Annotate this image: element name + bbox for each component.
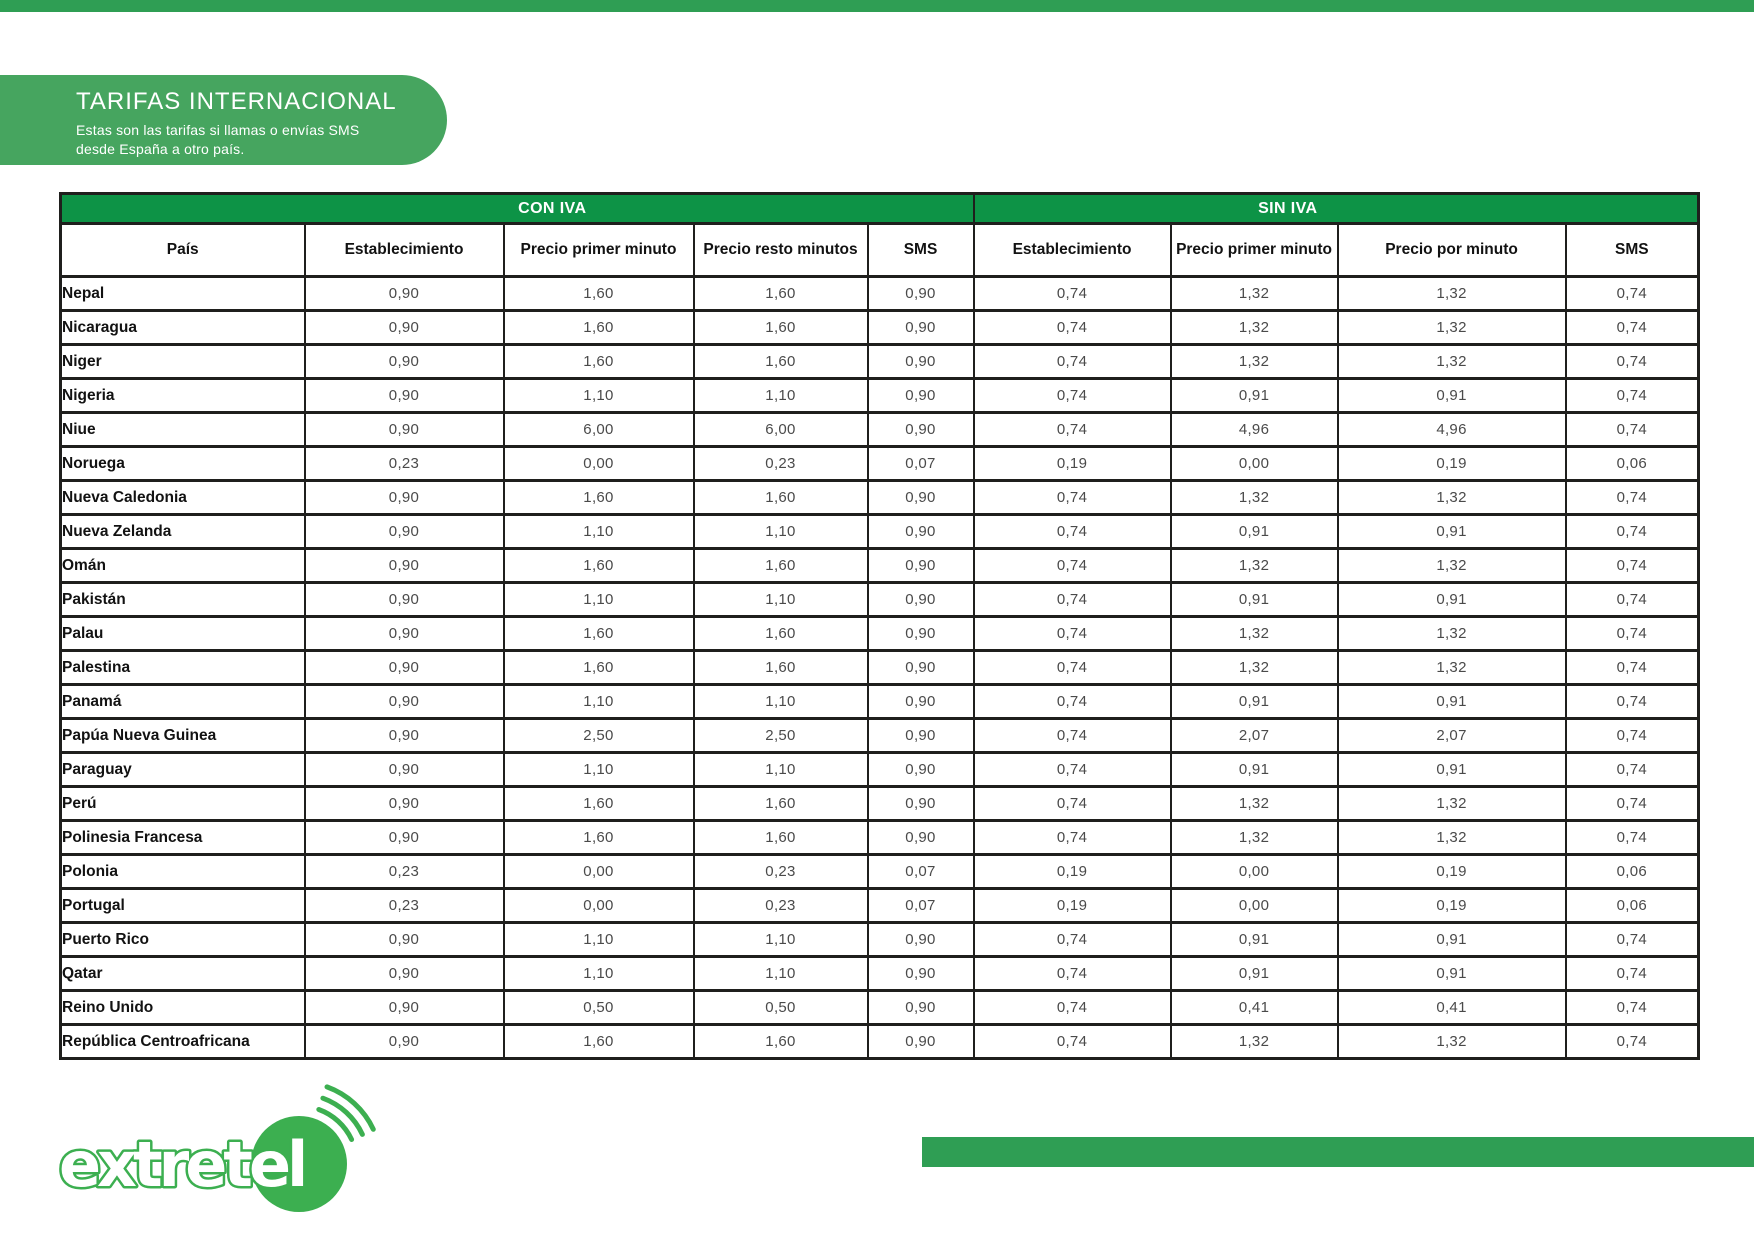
- country-cell: Nicaragua: [61, 311, 305, 345]
- rate-cell: 2,07: [1338, 719, 1566, 753]
- rate-cell: 1,32: [1171, 345, 1338, 379]
- rate-cell: 0,90: [868, 1025, 974, 1059]
- rate-cell: 0,19: [974, 447, 1171, 481]
- rate-cell: 1,32: [1171, 481, 1338, 515]
- tariffs-table: [59, 192, 1700, 1060]
- rate-cell: 1,32: [1338, 277, 1566, 311]
- rate-cell: 0,74: [974, 311, 1171, 345]
- rate-cell: 0,19: [1338, 889, 1566, 923]
- rate-cell: 1,10: [504, 957, 694, 991]
- rate-cell: 0,91: [1338, 923, 1566, 957]
- rate-cell: 0,90: [868, 923, 974, 957]
- rate-cell: 1,32: [1171, 821, 1338, 855]
- rate-cell: 1,10: [504, 583, 694, 617]
- rate-cell: 0,90: [305, 583, 504, 617]
- extretel-logo-graphic: [55, 1082, 385, 1227]
- rate-cell: 0,74: [1566, 549, 1699, 583]
- rate-cell: 1,32: [1171, 277, 1338, 311]
- rate-cell: 0,23: [305, 855, 504, 889]
- rate-cell: 0,90: [305, 753, 504, 787]
- rate-cell: 1,32: [1171, 549, 1338, 583]
- rate-cell: 0,91: [1171, 923, 1338, 957]
- rate-cell: 0,90: [868, 991, 974, 1025]
- table-row: [61, 787, 1699, 821]
- rate-cell: 0,74: [1566, 379, 1699, 413]
- rate-cell: 0,74: [1566, 719, 1699, 753]
- rate-cell: 0,90: [868, 379, 974, 413]
- rate-cell: 1,60: [694, 481, 868, 515]
- country-cell: Papúa Nueva Guinea: [61, 719, 305, 753]
- rate-cell: 1,60: [694, 549, 868, 583]
- column-header-row: [61, 224, 1699, 277]
- rate-cell: 0,90: [305, 277, 504, 311]
- country-cell: Qatar: [61, 957, 305, 991]
- rate-cell: 1,32: [1338, 787, 1566, 821]
- rate-cell: 0,90: [305, 923, 504, 957]
- rate-cell: 0,74: [974, 549, 1171, 583]
- table-row: [61, 685, 1699, 719]
- iva-group-header: SIN IVA: [974, 194, 1699, 224]
- country-cell: Nigeria: [61, 379, 305, 413]
- rate-cell: 0,90: [868, 787, 974, 821]
- rate-cell: 0,90: [305, 379, 504, 413]
- rate-cell: 1,32: [1338, 311, 1566, 345]
- rate-cell: 0,90: [868, 481, 974, 515]
- rate-cell: 0,06: [1566, 889, 1699, 923]
- rate-cell: 0,23: [305, 447, 504, 481]
- rate-cell: 1,10: [694, 753, 868, 787]
- rate-cell: 0,19: [1338, 855, 1566, 889]
- rate-cell: 0,41: [1171, 991, 1338, 1025]
- country-cell: Panamá: [61, 685, 305, 719]
- rate-cell: 1,60: [694, 651, 868, 685]
- rate-cell: 0,50: [694, 991, 868, 1025]
- rate-cell: 0,90: [868, 957, 974, 991]
- rate-cell: 1,60: [504, 787, 694, 821]
- rate-cell: 0,74: [974, 1025, 1171, 1059]
- rate-cell: 4,96: [1171, 413, 1338, 447]
- rate-cell: 0,00: [504, 855, 694, 889]
- country-cell: Polinesia Francesa: [61, 821, 305, 855]
- column-header: Precio resto minutos: [694, 224, 868, 277]
- column-header: SMS: [1566, 224, 1699, 277]
- rate-cell: 0,74: [1566, 1025, 1699, 1059]
- rate-cell: 1,10: [694, 685, 868, 719]
- rate-cell: 2,50: [504, 719, 694, 753]
- table-row: [61, 617, 1699, 651]
- rate-cell: 0,19: [1338, 447, 1566, 481]
- rate-cell: 0,74: [974, 413, 1171, 447]
- rate-cell: 0,90: [305, 549, 504, 583]
- rate-cell: 0,90: [868, 515, 974, 549]
- rate-cell: 0,74: [1566, 311, 1699, 345]
- rate-cell: 0,90: [868, 345, 974, 379]
- rate-cell: 0,74: [974, 991, 1171, 1025]
- rate-cell: 1,32: [1171, 787, 1338, 821]
- country-cell: Puerto Rico: [61, 923, 305, 957]
- rate-cell: 0,91: [1338, 379, 1566, 413]
- logo-wordmark: extretel: [59, 1128, 305, 1201]
- column-header: Establecimiento: [305, 224, 504, 277]
- rate-cell: 0,07: [868, 855, 974, 889]
- country-cell: Niger: [61, 345, 305, 379]
- rate-cell: 0,00: [1171, 855, 1338, 889]
- table-row: [61, 1025, 1699, 1059]
- extretel-logo: [55, 1082, 385, 1227]
- rate-cell: 0,41: [1338, 991, 1566, 1025]
- table-row: [61, 481, 1699, 515]
- rate-cell: 2,07: [1171, 719, 1338, 753]
- column-header: Establecimiento: [974, 224, 1171, 277]
- rate-cell: 0,74: [1566, 651, 1699, 685]
- rate-cell: 1,60: [504, 1025, 694, 1059]
- rate-cell: 1,32: [1171, 651, 1338, 685]
- rate-cell: 0,74: [974, 583, 1171, 617]
- rate-cell: 0,74: [974, 923, 1171, 957]
- rate-cell: 6,00: [694, 413, 868, 447]
- country-cell: Nueva Caledonia: [61, 481, 305, 515]
- rate-cell: 0,00: [504, 889, 694, 923]
- rate-cell: 0,74: [1566, 515, 1699, 549]
- rate-cell: 1,32: [1338, 345, 1566, 379]
- country-cell: Paraguay: [61, 753, 305, 787]
- table-row: [61, 991, 1699, 1025]
- rate-cell: 2,50: [694, 719, 868, 753]
- rate-cell: 0,90: [305, 515, 504, 549]
- title-banner: [0, 75, 447, 165]
- table-row: [61, 753, 1699, 787]
- bottom-accent-bar: [922, 1137, 1754, 1167]
- rate-cell: 0,90: [868, 821, 974, 855]
- rate-cell: 0,74: [1566, 821, 1699, 855]
- rate-cell: 0,91: [1338, 753, 1566, 787]
- rate-cell: 1,10: [504, 379, 694, 413]
- rate-cell: 0,74: [974, 753, 1171, 787]
- rate-cell: 1,10: [694, 515, 868, 549]
- rate-cell: 0,74: [1566, 583, 1699, 617]
- rate-cell: 0,90: [305, 413, 504, 447]
- rate-cell: 0,23: [694, 447, 868, 481]
- table-row: [61, 277, 1699, 311]
- rate-cell: 1,60: [504, 311, 694, 345]
- rate-cell: 0,74: [974, 515, 1171, 549]
- rate-cell: 1,60: [694, 345, 868, 379]
- country-cell: Nueva Zelanda: [61, 515, 305, 549]
- rate-cell: 0,90: [868, 549, 974, 583]
- rate-cell: 1,60: [694, 311, 868, 345]
- rate-cell: 0,74: [1566, 345, 1699, 379]
- rate-cell: 0,74: [974, 345, 1171, 379]
- rate-cell: 1,60: [504, 481, 694, 515]
- rate-cell: 0,74: [1566, 991, 1699, 1025]
- table-row: [61, 957, 1699, 991]
- table-row: [61, 447, 1699, 481]
- table-row: [61, 311, 1699, 345]
- column-header: Precio primer minuto: [504, 224, 694, 277]
- rate-cell: 0,74: [1566, 787, 1699, 821]
- iva-group-row: [61, 194, 1699, 224]
- column-header: Precio por minuto: [1338, 224, 1566, 277]
- rate-cell: 1,60: [694, 617, 868, 651]
- rate-cell: 0,90: [305, 685, 504, 719]
- rate-cell: 0,90: [868, 719, 974, 753]
- rate-cell: 1,60: [504, 277, 694, 311]
- table-row: [61, 583, 1699, 617]
- table-row: [61, 855, 1699, 889]
- country-cell: Polonia: [61, 855, 305, 889]
- rate-cell: 0,74: [974, 379, 1171, 413]
- rate-cell: 1,10: [694, 957, 868, 991]
- rate-cell: 0,74: [974, 957, 1171, 991]
- country-cell: Nepal: [61, 277, 305, 311]
- rate-cell: 1,32: [1338, 481, 1566, 515]
- rate-cell: 1,60: [504, 549, 694, 583]
- rate-cell: 1,60: [694, 821, 868, 855]
- rate-cell: 0,19: [974, 855, 1171, 889]
- rate-cell: 0,90: [305, 311, 504, 345]
- rate-cell: 0,74: [1566, 685, 1699, 719]
- page-subtitle: Estas son las tarifas si llamas o envías SMS desde España a otro país.: [76, 122, 360, 157]
- table-row: [61, 379, 1699, 413]
- table-row: [61, 345, 1699, 379]
- rate-cell: 1,10: [504, 923, 694, 957]
- rate-cell: 0,91: [1171, 753, 1338, 787]
- table-row: [61, 889, 1699, 923]
- country-cell: Palau: [61, 617, 305, 651]
- rate-cell: 1,32: [1171, 1025, 1338, 1059]
- rate-cell: 0,90: [305, 481, 504, 515]
- rate-cell: 1,10: [694, 379, 868, 413]
- iva-group-header: CON IVA: [61, 194, 974, 224]
- rate-cell: 0,91: [1171, 379, 1338, 413]
- rate-cell: 0,19: [974, 889, 1171, 923]
- rate-cell: 0,90: [305, 821, 504, 855]
- rate-cell: 0,06: [1566, 855, 1699, 889]
- rate-cell: 0,74: [974, 277, 1171, 311]
- rate-cell: 1,10: [504, 685, 694, 719]
- rate-cell: 1,32: [1171, 311, 1338, 345]
- rate-cell: 0,90: [305, 345, 504, 379]
- country-cell: Perú: [61, 787, 305, 821]
- rate-cell: 1,60: [504, 821, 694, 855]
- country-cell: Palestina: [61, 651, 305, 685]
- rate-cell: 0,90: [868, 413, 974, 447]
- rate-cell: 6,00: [504, 413, 694, 447]
- column-header: SMS: [868, 224, 974, 277]
- rate-cell: 1,60: [504, 345, 694, 379]
- rate-cell: 1,32: [1338, 617, 1566, 651]
- table-row: [61, 651, 1699, 685]
- rate-cell: 0,50: [504, 991, 694, 1025]
- rate-cell: 1,32: [1338, 1025, 1566, 1059]
- rate-cell: 0,90: [868, 753, 974, 787]
- rate-cell: 0,06: [1566, 447, 1699, 481]
- column-header: Precio primer minuto: [1171, 224, 1338, 277]
- rate-cell: 0,74: [1566, 957, 1699, 991]
- rate-cell: 1,10: [504, 753, 694, 787]
- top-accent-bar: [0, 0, 1754, 12]
- rate-cell: 0,74: [974, 821, 1171, 855]
- column-header: País: [61, 224, 305, 277]
- rate-cell: 1,60: [694, 1025, 868, 1059]
- rate-cell: 0,74: [974, 481, 1171, 515]
- table-row: [61, 549, 1699, 583]
- rate-cell: 0,74: [1566, 481, 1699, 515]
- rate-cell: 1,32: [1338, 821, 1566, 855]
- table-row: [61, 821, 1699, 855]
- rate-cell: 0,74: [974, 617, 1171, 651]
- rate-cell: 0,90: [305, 991, 504, 1025]
- rate-cell: 1,60: [504, 617, 694, 651]
- page-title: TARIFAS INTERNACIONAL: [76, 88, 397, 115]
- rate-cell: 0,91: [1171, 583, 1338, 617]
- rate-cell: 0,23: [694, 855, 868, 889]
- rate-cell: 0,90: [868, 617, 974, 651]
- rate-cell: 0,23: [694, 889, 868, 923]
- rate-cell: 1,10: [694, 583, 868, 617]
- rate-cell: 0,00: [1171, 889, 1338, 923]
- table-row: [61, 923, 1699, 957]
- rate-cell: 0,00: [1171, 447, 1338, 481]
- rate-cell: 0,91: [1171, 957, 1338, 991]
- rate-cell: 0,23: [305, 889, 504, 923]
- rate-cell: 0,91: [1338, 515, 1566, 549]
- rate-cell: 0,91: [1171, 515, 1338, 549]
- rate-cell: 0,74: [974, 787, 1171, 821]
- rate-cell: 1,60: [694, 787, 868, 821]
- rate-cell: 0,74: [974, 651, 1171, 685]
- rate-cell: 0,91: [1338, 685, 1566, 719]
- rate-cell: 0,74: [1566, 413, 1699, 447]
- rate-cell: 0,90: [305, 1025, 504, 1059]
- rate-cell: 4,96: [1338, 413, 1566, 447]
- country-cell: Portugal: [61, 889, 305, 923]
- rate-cell: 0,90: [305, 719, 504, 753]
- country-cell: Omán: [61, 549, 305, 583]
- table-row: [61, 413, 1699, 447]
- country-cell: Pakistán: [61, 583, 305, 617]
- rate-cell: 0,90: [868, 651, 974, 685]
- table-row: [61, 515, 1699, 549]
- rate-cell: 0,74: [1566, 923, 1699, 957]
- rate-cell: 1,10: [694, 923, 868, 957]
- rate-cell: 0,74: [1566, 277, 1699, 311]
- country-cell: Niue: [61, 413, 305, 447]
- rate-cell: 0,91: [1338, 583, 1566, 617]
- rate-cell: 0,90: [868, 277, 974, 311]
- table-row: [61, 719, 1699, 753]
- rate-cell: 0,90: [305, 957, 504, 991]
- rate-cell: 1,60: [504, 651, 694, 685]
- rate-cell: 0,00: [504, 447, 694, 481]
- country-cell: Noruega: [61, 447, 305, 481]
- rate-cell: 0,90: [868, 583, 974, 617]
- rate-cell: 0,07: [868, 889, 974, 923]
- rate-cell: 1,32: [1338, 549, 1566, 583]
- rate-cell: 0,90: [305, 651, 504, 685]
- rate-cell: 0,91: [1171, 685, 1338, 719]
- rate-cell: 1,32: [1338, 651, 1566, 685]
- rate-cell: 0,90: [305, 617, 504, 651]
- country-cell: República Centroafricana: [61, 1025, 305, 1059]
- rate-cell: 0,90: [868, 685, 974, 719]
- rate-cell: 0,91: [1338, 957, 1566, 991]
- rate-cell: 0,74: [974, 719, 1171, 753]
- rate-cell: 0,74: [1566, 753, 1699, 787]
- rate-cell: 0,90: [305, 787, 504, 821]
- rate-cell: 0,07: [868, 447, 974, 481]
- rate-cell: 0,74: [1566, 617, 1699, 651]
- rate-cell: 1,32: [1171, 617, 1338, 651]
- rate-cell: 0,90: [868, 311, 974, 345]
- rate-cell: 1,10: [504, 515, 694, 549]
- rate-cell: 0,74: [974, 685, 1171, 719]
- rate-cell: 1,60: [694, 277, 868, 311]
- country-cell: Reino Unido: [61, 991, 305, 1025]
